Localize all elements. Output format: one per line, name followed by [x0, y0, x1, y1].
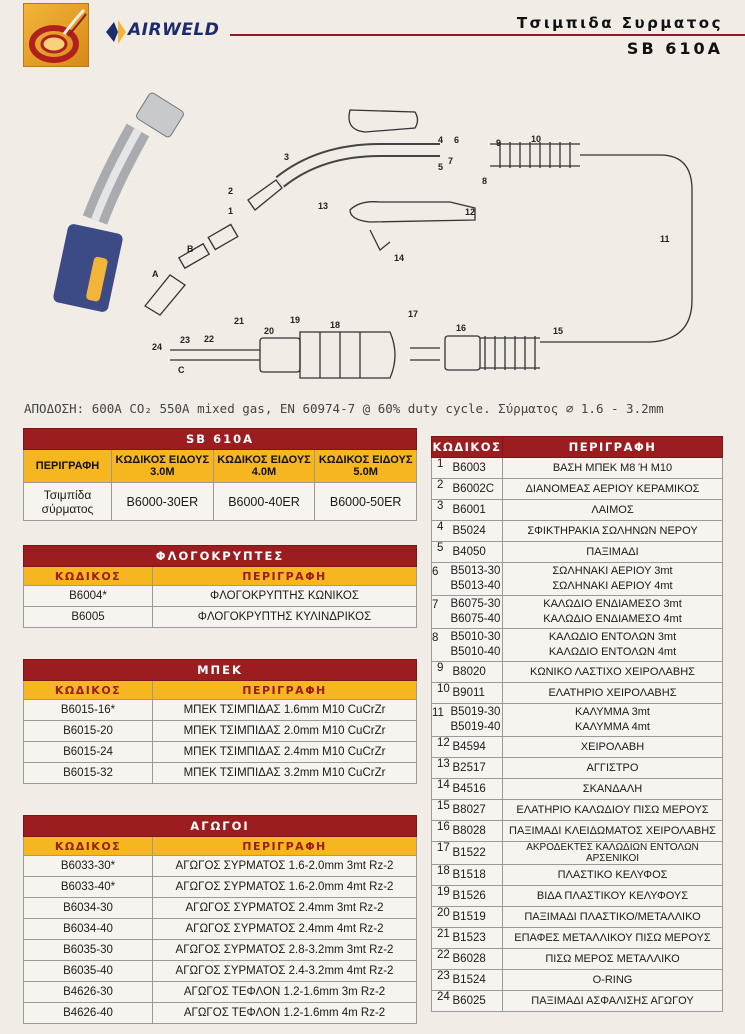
- part-description: [503, 991, 723, 1012]
- part-code: [451, 928, 503, 949]
- part-description: [503, 842, 723, 865]
- row-code: B6015-32: [24, 763, 153, 784]
- table-row: [24, 700, 417, 721]
- nozzles-col-code: ΚΩΔΙΚΟΣ: [24, 567, 153, 586]
- model-col-desc: ΠΕΡΙΓΡΑΦΗ: [24, 450, 112, 483]
- part-description-line: ΑΚΡΟΔΕΚΤΕΣ ΚΑΛΩΔΙΩΝ ΕΝΤΟΛΩΝ ΑΡΣΕΝΙΚΟΙ: [526, 842, 699, 864]
- tips-col-desc: ΠΕΡΙΓΡΑΦΗ: [153, 681, 417, 700]
- model-col-40: ΚΩΔΙΚΟΣ ΕΙΔΟΥΣ 4.0M: [213, 450, 315, 483]
- part-description: [503, 542, 723, 563]
- parts-col-code: ΚΩΔΙΚΟΣ: [432, 437, 503, 458]
- row-description: ΦΛΟΓΟΚΡΥΠΤΗΣ ΚΩΝΙΚΟΣ: [153, 586, 417, 607]
- row-description: ΜΠΕΚ ΤΣΙΜΠΙΔΑΣ 2.0mm M10 CuCrZr: [153, 721, 417, 742]
- part-code: [451, 704, 503, 737]
- part-code-line: B5010-30: [450, 631, 501, 643]
- part-code-line: B6003: [452, 462, 486, 474]
- table-row: [24, 877, 417, 898]
- part-code-line: B8020: [452, 666, 486, 678]
- part-code-line: B6075-30: [450, 598, 501, 610]
- part-number: [432, 704, 451, 737]
- part-number-line: 18: [437, 865, 450, 877]
- part-number: [432, 521, 451, 542]
- part-description-line: ΣΩΛΗΝΑΚΙ ΑΕΡΙΟΥ 3mt: [552, 565, 673, 577]
- callout-11: 11: [660, 234, 670, 244]
- row-code: B6005: [24, 607, 153, 628]
- model-row-desc: Τσιμπίδα σύρματος: [24, 483, 112, 521]
- callout-21: 21: [234, 316, 245, 326]
- part-description-line: ΚΑΛΩΔΙΟ ΕΝΔΙΑΜΕΣΟ 4mt: [543, 613, 682, 625]
- part-number-line: 20: [437, 907, 450, 919]
- parts-rows: [432, 458, 723, 1012]
- part-code-line: B6025: [452, 995, 486, 1007]
- part-number: [432, 563, 451, 596]
- part-description: [503, 479, 723, 500]
- part-code: [451, 779, 503, 800]
- part-code-line: B5013-30: [450, 565, 501, 577]
- row-code: B4626-40: [24, 1003, 153, 1024]
- part-code-line: B5013-40: [450, 580, 501, 592]
- part-description-line: ΧΕΙΡΟΛΑΒΗ: [580, 741, 645, 753]
- part-number-line: 15: [437, 800, 450, 812]
- part-description: [503, 949, 723, 970]
- part-code: [451, 563, 503, 596]
- part-description: [503, 500, 723, 521]
- part-number: [432, 886, 451, 907]
- part-description: [503, 458, 723, 479]
- parts-row: [432, 521, 723, 542]
- part-number-line: 11: [432, 707, 444, 719]
- part-description-line: ΣΚΑΝΔΑΛΗ: [582, 783, 643, 795]
- part-code: [451, 949, 503, 970]
- part-description-line: ΔΙΑΝΟΜΕΑΣ ΑΕΡΙΟΥ ΚΕΡΑΜΙΚΟΣ: [525, 483, 700, 495]
- parts-row: [432, 949, 723, 970]
- part-description-line: ΚΑΛΩΔΙΟ ΕΝΔΙΑΜΕΣΟ 3mt: [543, 598, 682, 610]
- tips-col-code: ΚΩΔΙΚΟΣ: [24, 681, 153, 700]
- part-code: [451, 596, 503, 629]
- part-number: [432, 949, 451, 970]
- part-number-line: 12: [437, 737, 450, 749]
- part-number-line: 17: [437, 842, 450, 854]
- part-number-line: 23: [437, 970, 450, 982]
- part-code: [451, 865, 503, 886]
- part-number: [432, 683, 451, 704]
- row-code: B6035-30: [24, 940, 153, 961]
- part-description-line: ΣΩΛΗΝΑΚΙ ΑΕΡΙΟΥ 4mt: [552, 580, 673, 592]
- part-code: [451, 629, 503, 662]
- part-code: [451, 991, 503, 1012]
- part-number-line: 22: [437, 949, 450, 961]
- parts-row: [432, 991, 723, 1012]
- part-code: [451, 970, 503, 991]
- parts-row: [432, 842, 723, 865]
- model-code-40: B6000-40ER: [213, 483, 315, 521]
- part-description: [503, 758, 723, 779]
- part-description-line: ΚΑΛΥΜΜΑ 3mt: [575, 706, 650, 718]
- callout-10: 10: [531, 134, 542, 144]
- nozzles-col-desc: ΠΕΡΙΓΡΑΦΗ: [153, 567, 417, 586]
- liners-table: [23, 815, 417, 1024]
- part-code: [451, 662, 503, 683]
- parts-row: [432, 542, 723, 563]
- part-code: [451, 842, 503, 865]
- nozzles-title: ΦΛΟΓΟΚΡΥΠΤΕΣ: [24, 546, 417, 567]
- part-code-line: B6075-40: [450, 613, 501, 625]
- part-description-line: ΠΑΞΙΜΑΔΙ ΚΛΕΙΔΩΜΑΤΟΣ ΧΕΙΡΟΛΑΒΗΣ: [509, 825, 716, 837]
- part-description: [503, 970, 723, 991]
- part-description: [503, 865, 723, 886]
- part-description-line: ΑΓΓΙΣΤΡΟ: [586, 762, 639, 774]
- callout-3: 3: [284, 152, 290, 162]
- part-code-line: B5019-30: [450, 706, 501, 718]
- part-code: [451, 500, 503, 521]
- table-row: [24, 721, 417, 742]
- part-description-line: ΕΠΑΦΕΣ ΜΕΤΑΛΛΙΚΟΥ ΠΙΣΩ ΜΕΡΟΥΣ: [514, 932, 711, 944]
- part-code-line: B1524: [452, 974, 486, 986]
- part-description: [503, 683, 723, 704]
- row-code: B6015-16*: [24, 700, 153, 721]
- part-code: [451, 458, 503, 479]
- part-code: [451, 479, 503, 500]
- row-description: ΑΓΩΓΟΣ ΣΥΡΜΑΤΟΣ 1.6-2.0mm 3mt Rz-2: [153, 856, 417, 877]
- callout-8: 8: [482, 176, 488, 186]
- part-code-line: B8027: [452, 804, 486, 816]
- table-row: [24, 586, 417, 607]
- liners-rows: [24, 856, 417, 1024]
- part-number-line: 5: [437, 542, 444, 554]
- parts-row: [432, 563, 723, 596]
- part-code-line: B6028: [452, 953, 486, 965]
- part-code-line: B9011: [452, 687, 485, 699]
- part-description-line: ΕΛΑΤΗΡΙΟ ΧΕΙΡΟΛΑΒΗΣ: [548, 687, 677, 699]
- part-number: [432, 779, 451, 800]
- part-description: [503, 907, 723, 928]
- part-number: [432, 800, 451, 821]
- callout-14: 14: [394, 253, 405, 263]
- part-code-line: B5010-40: [450, 646, 501, 658]
- part-description-line: ΒΙΔΑ ΠΛΑΣΤΙΚΟΥ ΚΕΛΥΦΟΥΣ: [536, 890, 689, 902]
- row-code: B6033-30*: [24, 856, 153, 877]
- parts-row: [432, 479, 723, 500]
- part-description: [503, 662, 723, 683]
- liners-title: ΑΓΩΓΟΙ: [24, 816, 417, 837]
- part-number: [432, 662, 451, 683]
- parts-row: [432, 704, 723, 737]
- part-code-line: B1522: [452, 847, 486, 859]
- callout-7: 7: [448, 156, 454, 166]
- parts-row: [432, 928, 723, 949]
- part-number: [432, 821, 451, 842]
- parts-row: [432, 737, 723, 758]
- parts-row: [432, 865, 723, 886]
- part-number: [432, 865, 451, 886]
- part-number-line: 9: [437, 662, 444, 674]
- spec-line: ΑΠΟΔΟΣΗ: 600A CO₂ 550A mixed gas, EN 60974-7 @ 60% duty cycle. Σύρματος ∅ 1.6 - 3.2mm: [24, 401, 664, 416]
- part-number-line: 7: [432, 599, 439, 611]
- part-description-line: ΠΛΑΣΤΙΚΟ ΚΕΛΥΦΟΣ: [557, 869, 668, 881]
- row-description: ΑΓΩΓΟΣ ΣΥΡΜΑΤΟΣ 2.4-3.2mm 4mt Rz-2: [153, 961, 417, 982]
- part-code: [451, 886, 503, 907]
- row-code: B6033-40*: [24, 877, 153, 898]
- part-description: [503, 821, 723, 842]
- part-code: [451, 758, 503, 779]
- part-number-line: 3: [437, 500, 444, 512]
- table-row: [24, 763, 417, 784]
- part-code-line: B5019-40: [450, 721, 501, 733]
- part-description-line: ΒΑΣΗ ΜΠΕΚ Μ8 Ή Μ10: [552, 462, 673, 474]
- parts-row: [432, 907, 723, 928]
- callout-15: 15: [553, 326, 564, 336]
- row-description: ΦΛΟΓΟΚΡΥΠΤΗΣ ΚΥΛΙΝΔΡΙΚΟΣ: [153, 607, 417, 628]
- row-description: ΑΓΩΓΟΣ ΣΥΡΜΑΤΟΣ 2.4mm 3mt Rz-2: [153, 898, 417, 919]
- parts-row: [432, 662, 723, 683]
- part-code-line: B6001: [452, 504, 486, 516]
- part-code-line: B8028: [452, 825, 486, 837]
- parts-row: [432, 779, 723, 800]
- tips-table: [23, 659, 417, 784]
- table-row: [24, 1003, 417, 1024]
- callout-16: 16: [456, 323, 467, 333]
- part-number-line: 21: [437, 928, 450, 940]
- part-number: [432, 458, 451, 479]
- row-code: B6034-30: [24, 898, 153, 919]
- part-code-line: B1523: [452, 932, 486, 944]
- part-code-line: B4050: [452, 546, 486, 558]
- callout-12: 12: [465, 207, 476, 217]
- row-code: B6015-24: [24, 742, 153, 763]
- part-number: [432, 479, 451, 500]
- callout-1: 1: [228, 206, 234, 216]
- part-number-line: 16: [437, 821, 450, 833]
- table-row: [24, 898, 417, 919]
- parts-row: [432, 758, 723, 779]
- callout-a: A: [152, 269, 159, 279]
- part-description-line: ΛΑΙΜΟΣ: [591, 504, 634, 516]
- model-table: [23, 428, 417, 521]
- part-code-line: B5024: [452, 525, 486, 537]
- part-number-line: 14: [437, 779, 450, 791]
- part-number: [432, 907, 451, 928]
- row-code: B6034-40: [24, 919, 153, 940]
- torch-exploded-diagram: [20, 70, 740, 395]
- model-code-50: B6000-50ER: [315, 483, 417, 521]
- part-number-line: 4: [437, 521, 444, 533]
- part-description: [503, 521, 723, 542]
- part-description: [503, 704, 723, 737]
- row-description: ΑΓΩΓΟΣ ΤΕΦΛΟΝ 1.2-1.6mm 3m Rz-2: [153, 982, 417, 1003]
- nozzles-table: [23, 545, 417, 628]
- row-description: ΜΠΕΚ ΤΣΙΜΠΙΔΑΣ 3.2mm M10 CuCrZr: [153, 763, 417, 784]
- row-description: ΜΠΕΚ ΤΣΙΜΠΙΔΑΣ 2.4mm M10 CuCrZr: [153, 742, 417, 763]
- part-code: [451, 683, 503, 704]
- parts-row: [432, 886, 723, 907]
- part-description: [503, 596, 723, 629]
- part-description-line: ΕΛΑΤΗΡΙΟ ΚΑΛΩΔΙΟΥ ΠΙΣΩ ΜΕΡΟΥΣ: [516, 804, 709, 816]
- part-number: [432, 596, 451, 629]
- table-row: [24, 919, 417, 940]
- part-number-line: 8: [432, 632, 439, 644]
- part-number: [432, 629, 451, 662]
- part-number: [432, 991, 451, 1012]
- part-number: [432, 970, 451, 991]
- nozzles-rows: [24, 586, 417, 628]
- row-code: B6035-40: [24, 961, 153, 982]
- part-description-line: ΠΑΞΙΜΑΔΙ: [586, 546, 639, 558]
- header-divider: [230, 34, 745, 36]
- row-description: ΑΓΩΓΟΣ ΣΥΡΜΑΤΟΣ 1.6-2.0mm 4mt Rz-2: [153, 877, 417, 898]
- part-description: [503, 629, 723, 662]
- part-description-line: ΚΩΝΙΚΟ ΛΑΣΤΙΧΟ ΧΕΙΡΟΛΑΒΗΣ: [530, 666, 695, 678]
- part-code-line: B6002C: [452, 483, 495, 495]
- callout-22: 22: [204, 334, 215, 344]
- part-code-line: B4516: [452, 783, 486, 795]
- part-description-line: ΠΙΣΩ ΜΕΡΟΣ ΜΕΤΑΛΛΙΚΟ: [545, 953, 680, 965]
- callout-4: 4: [438, 135, 444, 145]
- row-description: ΑΓΩΓΟΣ ΤΕΦΛΟΝ 1.2-1.6mm 4m Rz-2: [153, 1003, 417, 1024]
- part-description: [503, 928, 723, 949]
- part-number: [432, 542, 451, 563]
- part-number: [432, 928, 451, 949]
- product-logo-icon: [23, 3, 89, 67]
- model-code-30: B6000-30ER: [112, 483, 214, 521]
- torch-photo: [52, 92, 185, 313]
- tips-rows: [24, 700, 417, 784]
- parts-col-desc: ΠΕΡΙΓΡΑΦΗ: [503, 437, 723, 458]
- callout-19: 19: [290, 315, 301, 325]
- part-code: [451, 521, 503, 542]
- row-code: B4626-30: [24, 982, 153, 1003]
- callout-6: 6: [454, 135, 460, 145]
- table-row: [24, 940, 417, 961]
- table-row: [24, 742, 417, 763]
- part-code-line: B1526: [452, 890, 486, 902]
- row-description: ΑΓΩΓΟΣ ΣΥΡΜΑΤΟΣ 2.8-3.2mm 3mt Rz-2: [153, 940, 417, 961]
- row-description: ΜΠΕΚ ΤΣΙΜΠΙΔΑΣ 1.6mm M10 CuCrZr: [153, 700, 417, 721]
- table-row: [24, 982, 417, 1003]
- part-code: [451, 800, 503, 821]
- part-description-line: ΚΑΛΩΔΙΟ ΕΝΤΟΛΩΝ 3mt: [548, 631, 677, 643]
- callout-24: 24: [152, 342, 163, 352]
- parts-row: [432, 596, 723, 629]
- row-description: ΑΓΩΓΟΣ ΣΥΡΜΑΤΟΣ 2.4mm 4mt Rz-2: [153, 919, 417, 940]
- liners-col-code: ΚΩΔΙΚΟΣ: [24, 837, 153, 856]
- callout-2: 2: [228, 186, 234, 196]
- parts-table: [431, 436, 723, 1012]
- liners-col-desc: ΠΕΡΙΓΡΑΦΗ: [153, 837, 417, 856]
- parts-row: [432, 500, 723, 521]
- part-code-line: B4594: [452, 741, 486, 753]
- part-number-line: 1: [437, 458, 444, 470]
- callout-b: B: [187, 244, 194, 254]
- callout-18: 18: [330, 320, 341, 330]
- part-number-line: 6: [432, 566, 439, 578]
- table-row: [24, 856, 417, 877]
- model-table-title: SB 610A: [24, 429, 417, 450]
- model-col-30: ΚΩΔΙΚΟΣ ΕΙΔΟΥΣ 3.0M: [112, 450, 214, 483]
- part-code-line: B1519: [452, 911, 486, 923]
- part-number: [432, 737, 451, 758]
- tips-title: ΜΠΕΚ: [24, 660, 417, 681]
- part-number-line: 13: [437, 758, 450, 770]
- part-code-line: B2517: [452, 762, 486, 774]
- row-code: B6015-20: [24, 721, 153, 742]
- part-code-line: B1518: [452, 869, 486, 881]
- part-description-line: ΚΑΛΩΔΙΟ ΕΝΤΟΛΩΝ 4mt: [548, 646, 677, 658]
- part-number: [432, 500, 451, 521]
- table-row: [24, 607, 417, 628]
- callout-20: 20: [264, 326, 275, 336]
- model-col-50: ΚΩΔΙΚΟΣ ΕΙΔΟΥΣ 5.0M: [315, 450, 417, 483]
- part-description: [503, 779, 723, 800]
- callout-5: 5: [438, 162, 444, 172]
- parts-row: [432, 800, 723, 821]
- part-code: [451, 542, 503, 563]
- parts-row: [432, 970, 723, 991]
- row-code: B6004*: [24, 586, 153, 607]
- part-number: [432, 842, 451, 865]
- parts-row: [432, 821, 723, 842]
- part-number-line: 10: [437, 683, 450, 695]
- callout-c: C: [178, 365, 185, 375]
- callout-23: 23: [180, 335, 191, 345]
- brand-name: AIRWELD: [128, 20, 220, 40]
- callout-9: 9: [496, 138, 502, 148]
- part-description-line: ΣΦΙΚΤΗΡΑΚΙΑ ΣΩΛΗΝΩΝ ΝΕΡΟΥ: [527, 525, 698, 537]
- part-number: [432, 758, 451, 779]
- callout-13: 13: [318, 201, 329, 211]
- part-number-line: 2: [437, 479, 444, 491]
- parts-row: [432, 629, 723, 662]
- part-description-line: ΚΑΛΥΜΜΑ 4mt: [575, 721, 650, 733]
- parts-row: [432, 458, 723, 479]
- callout-17: 17: [408, 309, 419, 319]
- document-subtitle: SB 610A: [626, 39, 723, 58]
- part-description: [503, 886, 723, 907]
- part-description-line: ΠΑΞΙΜΑΔΙ ΠΛΑΣΤΙΚΟ/ΜΕΤΑΛΛΙΚΟ: [524, 911, 701, 923]
- part-description-line: ΠΑΞΙΜΑΔΙ ΑΣΦΑΛΙΣΗΣ ΑΓΩΓΟΥ: [531, 995, 694, 1007]
- part-code: [451, 907, 503, 928]
- parts-row: [432, 683, 723, 704]
- part-description-line: O-RING: [592, 974, 633, 986]
- part-number-line: 19: [437, 886, 450, 898]
- part-number-line: 24: [437, 991, 450, 1003]
- part-code: [451, 821, 503, 842]
- document-title: Τσιμπιδα Συρματος: [516, 14, 723, 32]
- part-code: [451, 737, 503, 758]
- part-description: [503, 737, 723, 758]
- table-row: [24, 961, 417, 982]
- part-description: [503, 800, 723, 821]
- part-description: [503, 563, 723, 596]
